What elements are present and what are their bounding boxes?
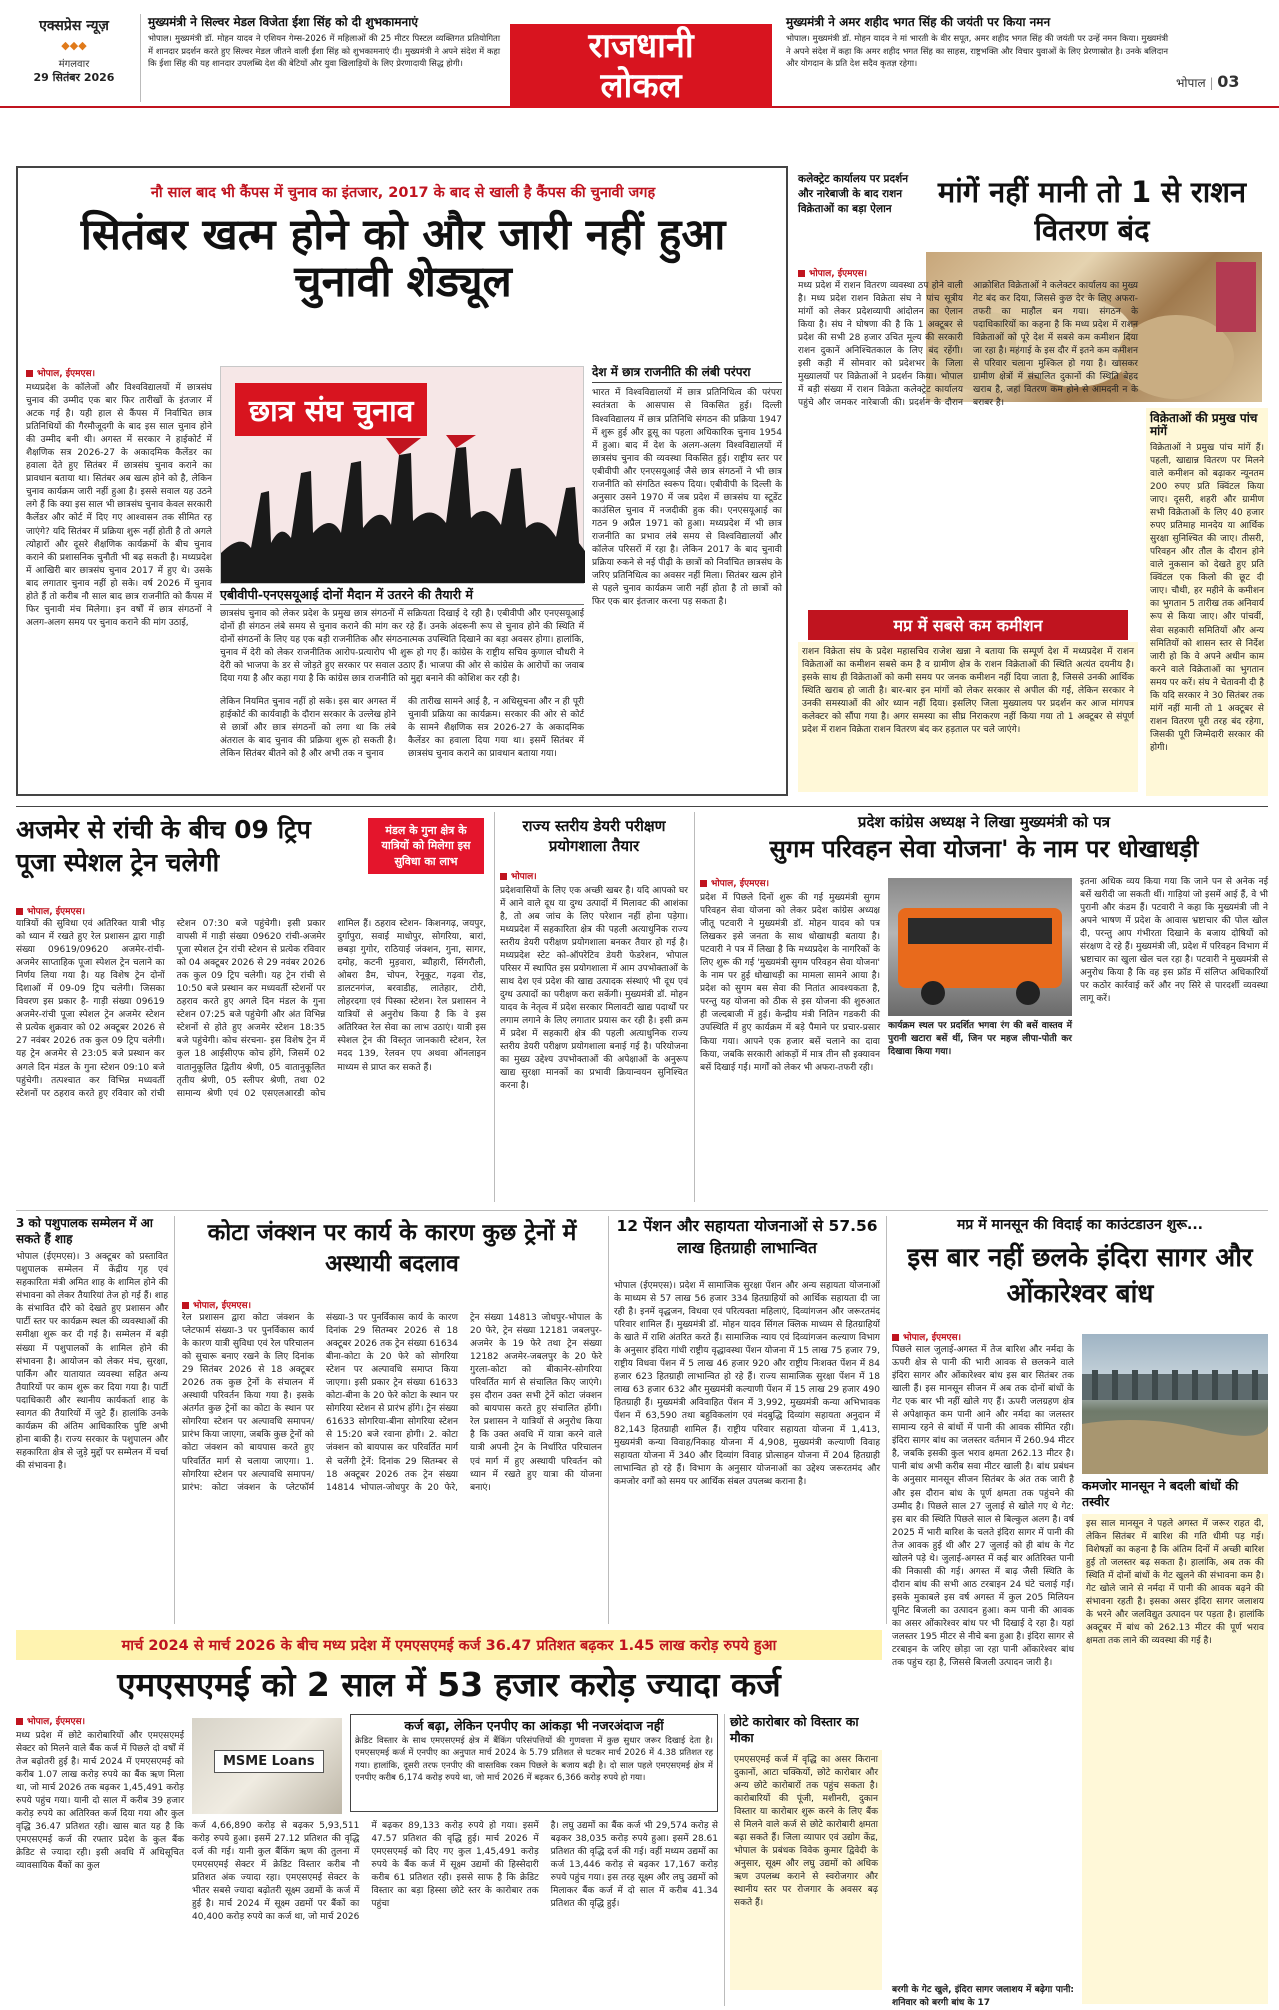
- msme-kicker: मार्च 2024 से मार्च 2026 के बीच मध्य प्रदेश में एमएसएमई कर्ज 36.47 प्रतिशत बढ़कर 1.45 लाख करोड़ रुपये हुआ: [16, 1630, 882, 1660]
- brand-name: एक्सप्रेस न्यूज़: [39, 18, 109, 34]
- monsoon-body-left: पिछले साल जुलाई-अगस्त में तेज बारिश और नर्मदा के ऊपरी क्षेत्र से पानी की भारी आवक से छलकने वाले इंदिरा सागर और ओंकारेश्वर बांध इस बार सितंबर तक खाली हैं। इस मानसून सीजन में अब तक दोनों बांधों के गेट एक बार भी नहीं खोले गए हैं। ऊपरी जलग्रहण क्षेत्र से अपेक्षाकृत कम पानी आने और नर्मदा का जलस्तर सामान्य रहने से बांधों में पानी की आवक सीमित रही। इंदिरा सागर बांध का जलस्तर वर्तमान में 260.94 मीटर है, जबकि इसकी कुल भराव क्षमता 262.13 मीटर है। पानी बांध अभी करीब सवा मीटर खाली है। बांध प्रबंधन के अनुसार मानसून सीजन सितंबर के अंत तक जारी है और इस दौरान बांध के पूर्ण क्षमता तक पहुंचने की उम्मीद है। पिछले साल 27 जुलाई से खोले गए थे गेट: इस बार की स्थिति पिछले साल से बिल्कुल अलग है। वर्ष 2025 में भारी बारिश के चलते इंदिरा सागर में पानी की तेज आवक हुई थी और 27 जुलाई को ही बांध के गेट खोलने पड़े थे। जुलाई-अगस्त में कई बार अतिरिक्त पानी की निकासी की गई। अगस्त में बाढ़ जैसी स्थिति के दौरान बांध की सभी आठ टरबाइन 24 घंटे चलाई गईं। इसके मुकाबले इस वर्ष अगस्त में कुल 205 मिलियन यूनिट बिजली का उत्पादन हुआ। कम पानी की आवक का असर ओंकारेश्वर बांध पर भी दिखाई दे रहा है। यहां जलस्तर 195 मीटर से नीचे बना हुआ है। इंदिरा सागर से टरबाइन के जरिए छोड़ा जा रहा पानी ओंकारेश्वर बांध तक पहुंच रहा है, जिससे बिजली उत्पादन जारी है।: [892, 1345, 1074, 1669]
- bus-photo: [888, 878, 1072, 1016]
- kota-story: [182, 1216, 602, 1624]
- lead-dateline: भोपाल, ईएमएस।: [26, 366, 212, 379]
- brief-left: [148, 16, 500, 102]
- ration-demands-body: विक्रेताओं ने प्रमुख पांच मांगें हैं। पहली, खाद्यान्न वितरण पर मिलने वाले कमीशन को बढ़ाकर न्यूनतम 200 रुपए प्रति क्विंटल किया जाए। दूसरी, शहरी और ग्रामीण सभी विक्रेताओं के लिए 40 हजार रुपए प्रतिमाह मानदेय या आर्थिक सुरक्षा सुनिश्चित की जाए। तीसरी, परिवहन और तौल के दौरान होने वाले नुकसान को देखते हुए प्रति क्विंटल एक किलो की छूट दी जाए। चौथी, हर महीने के कमीशन का भुगतान 5 तारीख तक अनिवार्य रूप से किया जाए। और पांचवीं, सेवा सहकारी समितियों और अन्य समितियों को शासन स्तर से निर्देश जारी हो कि वे अपने अधीन काम करने वाले विक्रेताओं का भुगतान समय पर करें। संघ ने चेतावनी दी है कि यदि सरकार ने 30 सितंबर तक मांगें नहीं मानी तो 1 अक्टूबर से राशन वितरण पूरी तरह बंद रहेगा, जिसकी पूरी जिम्मेदारी सरकार की होगी।: [1150, 442, 1264, 753]
- congress-body-right: इतना अधिक व्यय किया गया कि जाने पन से अनेक नई बसें खरीदी जा सकती थीं। गाड़ियां जो इसमें आई हैं, वे भी पुरानी और कंडम हैं। पटवारी ने कहा कि मुख्यमंत्री जी ने अपने भाषण में प्रदेश के आवास भ्रष्टाचार की पोल खोल दी, परन्तु आप गंभीरता दिखाने के बजाय दोषियों को संरक्षण दे रहे हैं। मुख्यमंत्री जी, प्रदेश में परिवहन विभाग में भ्रष्टाचार का खुला खेल चल रहा है। पटवारी ने मुख्यमंत्री से अनुरोध किया है कि वह इस फ्रॉड में संलिप्त अधिकारियों पर कठोर कार्रवाई करें और नए सिरे से पारदर्शी व्यवस्था लागू करें।: [1080, 877, 1268, 1005]
- msme-npa-body: क्रेडिट विस्तार के साथ एमएसएमई क्षेत्र में बैंकिंग परिसंपत्तियों की गुणवत्ता में कुछ सुधार जरूर दिखाई देता है। एमएसएमई कर्ज में एनपीए का अनुपात मार्च 2024 के 5.79 प्रतिशत से घटकर मार्च 2026 में 4.38 प्रतिशत रह गया। हालांकि, दूसरी तरफ एनपीए की वास्तविक रकम पिछले के बजाय बढ़ी है। दो साल पहले एमएसएमई क्षेत्र में एनपीए करीब 6,174 करोड़ रुपये था, जो मार्च 2026 में बढ़कर 6,366 करोड़ रुपये हो गया।: [355, 1736, 713, 1783]
- lead-headline: सितंबर खत्म होने को और जारी नहीं हुआ चुनावी शेड्यूल: [80, 210, 726, 308]
- brand-dots-icon: ◆◆◆: [61, 39, 87, 52]
- ration-body-wrap: [798, 280, 1138, 604]
- section-banner: [510, 24, 772, 108]
- ration-demands-head: विक्रेताओं की प्रमुख पांच मांगें: [1150, 411, 1258, 439]
- masthead: [0, 0, 1279, 108]
- day: मंगलवार: [58, 59, 90, 70]
- page-number: 03: [1217, 72, 1240, 91]
- pension-story: [614, 1216, 880, 1624]
- train-body: यात्रियों की सुविधा एवं अतिरिक्त यात्री भीड़ को ध्यान में रखते हुए रेल प्रशासन द्वारा गाड़ी संख्या 09619/09620 अजमेर-रांची-अजमेर साप्ताहिक पूजा स्पेशल ट्रेन चलाने का निर्णय लिया गया है। यह विशेष ट्रेन दोनों दिशाओं में 09-09 ट्रिप चलेगी। जिसका विवरण इस प्रकार है- गाड़ी संख्या 09619 अजमेर-रांची पूजा स्पेशल ट्रेन अजमेर स्टेशन से प्रत्येक शुक्रवार को 02 अक्टूबर 2026 से 27 नवंबर 2026 तक कुल 09 ट्रिप चलेगी। यह ट्रेन अजमेर से 23:05 बजे प्रस्थान कर अगले दिन मंडल के गुना स्टेशन 09:10 बजे पहुंचेगी। तत्पश्चात कर विभिन्न मध्यवर्ती स्टेशनों पर ठहराव करते हुए रविवार को रांची स्टेशन 07:30 बजे पहुंचेगी। इसी प्रकार वापसी में गाड़ी संख्या 09620 रांची-अजमेर पूजा स्पेशल ट्रेन रांची स्टेशन से प्रत्येक रविवार को 04 अक्टूबर 2026 से 29 नवंबर 2026 तक कुल 09 ट्रिप चलेगी। यह ट्रेन रांची से 10:50 बजे प्रस्थान कर मध्यवर्ती स्टेशनों पर ठहराव करते हुए अगले दिन मंडल के गुना स्टेशन 07:25 बजे पहुंचेगी और अंत विभिन्न स्टेशनों से होते हुए अजमेर स्टेशन 18:35 बजे पहुंचेगी। कोच संरचना- इस विशेष ट्रेन में कुल 18 आईसीएफ कोच होंगे, जिसमें 02 वातानुकूलित द्वितीय श्रेणी, 05 वातानुकूलित तृतीय श्रेणी, 05 स्लीपर श्रेणी, तथा 02 सामान्य श्रेणी एवं 02 एसएलआरडी कोच शामिल हैं। ठहराव स्टेशन- किशनगढ़, जयपुर, दुर्गापुरा, सवाई माधोपुर, सोगरिया, बारां, छबड़ा गुगोर, राठियाई जंक्शन, गुना, सागर, दमोह, कटनी मुड़वारा, ब्यौहारी, सिंगरौली, ओबरा डैम, चोपन, रेनूकूट, गढ़वा रोड, डालटनगंज, बरवाडीह, लातेहार, टोरी, लोहरदगा एवं पिस्का स्टेशन। रेल प्रशासन ने यात्रियों से अनुरोध किया है कि वे इस अतिरिक्त रेल सेवा का लाभ उठाएं। यात्री इस स्पेशल ट्रेन की विस्तृत जानकारी स्टेशन, रेल मदद 139, रेलवन एप अथवा ऑनलाइन माध्यम से प्राप्त कर सकते हैं।: [16, 919, 486, 1099]
- msme-body-mid-wrap: [192, 1820, 718, 2006]
- ration-headline: मांगें नहीं मानी तो 1 से राशन वितरण बंद: [937, 175, 1247, 247]
- monsoon-caption-body: इस साल मानसून ने पहले अगस्त में जरूर राहत दी, लेकिन सितंबर में बारिश की गति धीमी पड़ गई। विशेषज्ञों का कहना है कि अंतिम दिनों में अच्छी बारिश हुई तो जलस्तर बढ़ सकता है। हालांकि, अब तक की स्थिति में दोनों बांधों के गेट खुलने की संभावना कम है। गेट खोले जाने से नर्मदा में पानी की आवक बढ़ने की संभावना रहती है। इसका असर इंदिरा सागर जलाशय के भरने और जलविद्युत उत्पादन पर पड़ता है। हालांकि अक्टूबर में बांध को 262.13 मीटर की पूर्ण भराव क्षमता तक लाने की व्यवस्था की गई है।: [1082, 1514, 1268, 2004]
- lead-caption-body: छात्रसंघ चुनाव को लेकर प्रदेश के प्रमुख छात्र संगठनों में सक्रियता दिखाई दे रही है। एबीवीपी और एनएसयूआई दोनों ही संगठन लंबे समय से चुनाव कराने की मांग कर रहे हैं। उनके अंदरूनी रूप से चुनाव होने की स्थिति में दोनों संगठनों के लिए यह एक बड़ी राजनीतिक और संगठनात्मक उपस्थिति दिखाने का बड़ा अवसर होगा। हालांकि, चुनाव में देरी को लेकर राजनीतिक आरोप-प्रत्यारोप भी शुरू हो गए हैं। कांग्रेस के राष्ट्रीय सचिव कुणाल चौधरी ने देरी को भाजपा के डर से जोड़ते हुए सरकार पर सवाल उठाए हैं। भाजपा की ओर से कांग्रेस के आरोपों का जवाब दिया गया है और कहा गया है कि कांग्रेस छात्र राजनीति को मुद्दा बनाने की कोशिश कर रही है।: [220, 609, 584, 685]
- msme-sidebar-head: छोटे कारोबार को विस्तार का मौका: [730, 1714, 859, 1746]
- train-headline: अजमेर से रांची के बीच 09 ट्रिप पूजा स्पेशल ट्रेन चलेगी: [16, 815, 311, 877]
- congress-headline: सुगम परिवहन सेवा योजना' के नाम पर धोखाधड़ी: [769, 835, 1199, 863]
- ration-body: मध्य प्रदेश में राशन वितरण व्यवस्था ठप होने वाली है। मध्य प्रदेश राशन विक्रेता संघ ने पांच सूत्रीय मांगों को लेकर प्रदेशव्यापी आंदोलन का ऐलान किया है। संघ ने घोषणा की है कि 1 अक्टूबर से प्रदेश की सभी 28 हजार उचित मूल्य की सरकारी राशन दुकानें अनिश्चितकाल के लिए बंद रहेंगी। इसी कड़ी में सोमवार को प्रदेशभर के जिला मुख्यालयों पर विक्रेताओं ने प्रदर्शन किया। भोपाल में बड़ी संख्या में राशन विक्रेता कलेक्ट्रेट कार्यालय पहुंचे और जमकर नारेबाजी की। प्रदर्शन के दौरान आक्रोशित विक्रेताओं ने कलेक्टर कार्यालय का मुख्य गेट बंद कर दिया, जिससे कुछ देर के लिए अफरा-तफरी का माहौल बन गया। संगठन के पदाधिकारियों का कहना है कि मध्य प्रदेश में राशन विक्रेताओं को पूरे देश में सबसे कम कमीशन दिया जा रहा है। महंगाई के इस दौर में इतने कम कमीशन से परिवार चलाना मुश्किल हो गया है। खासकर ग्रामीण क्षेत्रों में संचालित दुकानों की स्थिति बेहद खराब है, जहां वितरण कम होने से आमदनी न के बराबर है।: [798, 281, 1138, 409]
- brief-left-body: भोपाल। मुख्यमंत्री डॉ. मोहन यादव ने एशियन गेम्स-2026 में महिलाओं की 25 मीटर पिस्टल व्यक्तिगत प्रतियोगिता में शानदार प्रदर्शन करते हुए सिल्वर मेडल जीतने वाली ईशा सिंह को शुभकामनाएं दी। मुख्यमंत्री ने अपने संदेश में कहा कि ईशा सिंह की यह शानदार उपलब्धि देश की बेटियों और युवा खिलाड़ियों के लिए प्रेरणादायी सिद्ध होगी।: [148, 33, 500, 68]
- lead-kicker: नौ साल बाद भी कैंपस में चुनाव का इंतजार, 2017 के बाद से खाली है कैंपस की चुनावी जगह: [150, 185, 656, 201]
- kota-headline: कोटा जंक्शन पर कार्य के कारण कुछ ट्रेनों में अस्थायी बदलाव: [207, 1220, 577, 1278]
- msme-headline: एमएसएमई को 2 साल में 53 हजार करोड़ ज्यादा कर्ज: [117, 1665, 781, 1704]
- msme-body-mid: कर्ज 4,66,890 करोड़ से बढ़कर 5,93,511 करोड़ रुपये हुआ। इसमें 27.12 प्रतिशत की वृद्धि दर्ज की गई। यानी कुल बैंकिंग ऋण की तुलना में एमएसएमई सेक्टर में क्रेडिट विस्तार करीब नौ प्रतिशत अंक ज्यादा रहा। एमएसएमई सेक्टर के भीतर सबसे ज्यादा बढ़ोतरी सूक्ष्म उद्यमों के कर्ज में हुई है। मार्च 2024 में सूक्ष्म उद्यमों पर बैंकों का 40,400 करोड़ रुपये का कर्ज था, जो मार्च 2026 में बढ़कर 89,133 करोड़ रुपये हो गया। इसमें 47.57 प्रतिशत की वृद्धि हुई। मार्च 2026 में एमएसएमई को दिए गए कुल 1,45,491 करोड़ रुपये के बैंक कर्ज में सूक्ष्म उद्यमों की हिस्सेदारी करीब 61 प्रतिशत रही। इससे साफ है कि क्रेडिट विस्तार का बड़ा हिस्सा छोटे स्तर के कारोबार तक पहुंचा: [192, 1821, 539, 1923]
- pension-headline: 12 पेंशन और सहायता योजनाओं से 57.56 लाख हितग्राही लाभान्वित: [616, 1217, 878, 1257]
- lead-sidebar-head: देश में छात्र राजनीति की लंबी परंपरा: [592, 366, 782, 383]
- bus-caption: कार्यक्रम स्थल पर प्रदर्शित भगवा रंग की बसें वास्तव में पुरानी खटारा बसें थीं, जिन पर महज लीपा-पोती कर दिखावा किया गया।: [888, 1021, 1072, 1058]
- dairy-body: प्रदेशवासियों के लिए एक अच्छी खबर है। यदि आपको घर में आने वाले दूध या दुग्ध उत्पादों में मिलावट की आशंका है, तो अब जांच के लिए परेशान नहीं होना पड़ेगा। मध्यप्रदेश में सहकारिता क्षेत्र की पहली अत्याधुनिक राज्य स्तरीय डेयरी परीक्षण प्रयोगशाला बनकर तैयार हो गई है। मध्यप्रदेश स्टेट को-ऑपरेटिव डेयरी फेडरेशन, भोपाल परिसर में स्थापित इस प्रयोगशाला में आम उपभोक्ताओं के साथ देश एवं प्रदेश की खाद्य उत्पादक संस्थाएं भी दूध एवं दुग्ध उत्पादों का परीक्षण करा सकेंगी। मुख्यमंत्री डॉ. मोहन यादव के नेतृत्व में प्रदेश सरकार मिलावटी खाद्य पदार्थों पर लगाम लगाने के लिए लगातार प्रयास कर रही है। इसी क्रम में प्रदेश में सहकारी क्षेत्र की पहली अत्याधुनिक राज्य स्तरीय डेयरी परीक्षण प्रयोगशाला बनाई गई है। परियोजना का मुख्य उद्देश्य उपभोक्ताओं की अपेक्षाओं के अनुरूप खाद्य सुरक्षा मानकों का प्रभावी क्रियान्वयन सुनिश्चित करना है।: [500, 885, 688, 1092]
- monsoon-headline: इस बार नहीं छलके इंदिरा सागर और ओंकारेश्वर बांध: [907, 1242, 1253, 1310]
- train-body-wrap: [16, 918, 486, 1198]
- msme-body-left: मध्य प्रदेश में छोटे कारोबारियों और एमएसएमई सेक्टर को मिलने वाले बैंक कर्ज में पिछले दो वर्षों में तेज बढ़ोतरी हुई है। मार्च 2024 में एमएसएमई को करीब 1.07 लाख करोड़ रुपये का बैंक ऋण मिला था, जो मार्च 2026 तक बढ़कर 1,45,491 करोड़ रुपये पहुंच गया। यानी दो साल में करीब 39 हजार करोड़ रुपये का अतिरिक्त कर्ज दिया गया और कुल वृद्धि 36.47 प्रतिशत रही। खास बात यह है कि एमएसएमई कर्ज की रफ्तार प्रदेश के कुल बैंक क्रेडिट से ज्यादा रही। इसी अवधि में अधिसूचित व्यावसायिक बैंकों का कुल: [16, 1731, 184, 1872]
- msme-story: [16, 1714, 882, 2006]
- lead-body-bottom-1: लेकिन नियमित चुनाव नहीं हो सके। इस बार अगस्त में हाईकोर्ट की कार्यवाही के दौरान सरकार के उल्लेख होने से छात्रों और छात्र संगठनों को लगा था कि लंबे अंतराल के बाद चुनाव की प्रक्रिया शुरू हो सकती है। लेकिन सितंबर बीतने को है और अभी तक न चुनाव: [220, 697, 396, 760]
- msme-sidebar-body: एमएसएमई कर्ज में वृद्धि का असर किराना दुकानों, आटा चक्कियों, छोटे कारोबार और अन्य छोटे कारोबारों तक पहुंच सकता है। कारोबारियों की पूंजी, मशीनरी, दुकान विस्तार या कारोबार शुरू करने के लिए बैंक से मिलने वाले कर्ज से छोटे कारोबारी क्षमता बढ़ा सकते हैं। जिला व्यापार एवं उद्योग केंद्र, भोपाल के प्रबंधक विवेक कुमार द्विवेदी के अनुसार, सूक्ष्म और लघु उद्यमों को अधिक ऋण उपलब्ध कराने से स्वरोजगार और स्थानीय स्तर पर रोजगार के अवसर बढ़ सकते हैं।: [730, 1750, 882, 1990]
- dairy-headline: राज्य स्तरीय डेयरी परीक्षण प्रयोगशाला तैयार: [522, 817, 666, 856]
- lead-story: [16, 166, 788, 796]
- train-badge: मंडल के गुना क्षेत्र के यात्रियों को मिलेगा इस सुविधा का लाभ: [368, 818, 484, 874]
- lead-sidebar: [592, 366, 782, 799]
- kota-body: रेल प्रशासन द्वारा कोटा जंक्शन के प्लेटफार्म संख्या-3 पर पुनर्विकास कार्य के कारण यात्री सुविधा एवं रेल परिचालन को सुचारू बनाए रखने के लिए दिनांक 29 सितंबर 2026 से 18 अक्टूबर 2026 तक कुछ ट्रेनों के संचालन में अस्थायी परिवर्तन किया गया है। इसके अंतर्गत कुछ ट्रेनों का कोटा के स्थान पर सोगरिया स्टेशन पर अल्पावधि समापन/प्रारंभ किया जाएगा, जबकि कुछ ट्रेनों को कोटा जंक्शन को बायपास करते हुए परिवर्तित मार्ग से चलाया जाएगा। 1. सोगरिया स्टेशन पर अल्पावधि समापन/प्रारंभ: कोटा जंक्शन के प्लेटफॉर्म संख्या-3 पर पुनर्विकास कार्य के कारण दिनांक 29 सितम्बर 2026 से 18 अक्टूबर 2026 तक ट्रेन संख्या 61634 बीना-कोटा के 20 फेरे को सोगरिया स्टेशन पर अल्पावधि समाप्त किया जाएगा। इसी प्रकार ट्रेन संख्या 61633 कोटा-बीना के 20 फेरे कोटा के स्थान पर सोगरिया स्टेशन से प्रारंभ होंगे। ट्रेन संख्या 61633 सोगरिया-बीना सोगरिया स्टेशन से 15:20 बजे रवाना होगी। 2. कोटा जंक्शन को बायपास कर परिवर्तित मार्ग से चलेंगी ट्रेनें: दिनांक 29 सितम्बर से 18 अक्टूबर 2026 तक ट्रेन संख्या 14814 भोपाल-जोधपुर के 20 फेरे, ट्रेन संख्या 14813 जोधपुर-भोपाल के 20 फेरे, ट्रेन संख्या 12181 जबलपुर-अजमेर के 19 फेरे तथा ट्रेन संख्या 12182 अजमेर-जबलपुर के 20 फेरे गुरला-कोटा को बीकानेर-सोगरिया परिवर्तित मार्ग से संचालित किए जाएंगे। इस दौरान उक्त सभी ट्रेनें कोटा जंक्शन को बायपास करते हुए संचालित होंगी। रेल प्रशासन ने यात्रियों से अनुरोध किया है कि उक्त अवधि में यात्रा करने वाले यात्री अपनी ट्रेन के निर्धारित परिचालन एवं मार्ग में हुए अस्थायी परिवर्तन को ध्यान में रखते हुए यात्रा की योजना बनाएं।: [182, 1313, 602, 1493]
- dam-photo: [1082, 1334, 1268, 1474]
- lead-caption: [220, 588, 584, 704]
- ration-subhead: मप्र में सबसे कम कमीशन: [808, 610, 1128, 640]
- shah-headline: 3 को पशुपालक सम्मेलन में आ सकते हैं शाह: [16, 1216, 153, 1246]
- monsoon-caption-head: कमजोर मानसून ने बदली बांधों की तस्वीर: [1082, 1478, 1239, 1510]
- congress-dateline: भोपाल, ईएमएस।: [700, 876, 880, 889]
- monsoon-caption: [1082, 1478, 1268, 2004]
- shah-story: [16, 1216, 168, 1624]
- lead-body-left: मध्यप्रदेश के कॉलेजों और विश्वविद्यालयों में छात्रसंघ चुनाव की उम्मीद एक बार फिर तारीखों के इंतजार में अटक गई है। यही हाल से कैंपस में निर्वाचित छात्र प्रतिनिधियों की गैरमौजूदगी के बाद इस साल चुनाव होने की उम्मीद बनी थी। अगस्त में सरकार ने हाईकोर्ट में शैक्षणिक सत्र 2026-27 के अकादमिक कैलेंडर का हवाला देते हुए सितंबर में छात्रसंघ चुनाव कराने का प्रावधान बताया था। सितंबर अब खत्म होने को है, लेकिन चुनाव कार्यक्रम जारी नहीं हुआ है। इससे सवाल यह उठने लगे हैं कि क्या इस साल भी छात्रसंघ चुनाव केवल सरकारी कैलेंडर और कोर्ट में दिए गए आश्वासन तक सीमित रह जाएंगे? यदि सितंबर में प्रक्रिया शुरू नहीं होती है तो अगले त्योहारों और दूसरे शैक्षणिक कार्यक्रमों के बीच चुनाव कराने की प्रशासनिक चुनौती भी बढ़ सकती है। मध्यप्रदेश में आखिरी बार छात्रसंघ चुनाव 2017 में हुए थे। उसके बाद लगातार चुनाव नहीं हो सके। वर्ष 2026 में चुनाव होते हैं तो करीब नौ साल बाद छात्र राजनीति को कैंपस में फिर चुनावी मंच मिलेगा। इन वर्षों में छात्र संगठनों ने अलग-अलग समय पर चुनाव कराने की मांग उठाई,: [26, 383, 212, 628]
- brand-box: [14, 16, 134, 104]
- brief-right-head: मुख्यमंत्री ने अमर शहीद भगत सिंह की जयंती पर किया नमन: [786, 15, 1051, 29]
- dairy-story: [500, 812, 688, 1202]
- lead-body-bottom-2: की तारीख सामने आई है, न अधिसूचना और न ही पूरी चुनावी प्रक्रिया का कार्यक्रम। सरकार की ओर से कोर्ट के सामने शैक्षणिक सत्र 2026-27 के अकादमिक कैलेंडर का हवाला दिया गया था। इसमें सितंबर में छात्रसंघ चुनाव कराने का प्रावधान बताया गया।: [408, 697, 584, 760]
- monsoon-story: [892, 1216, 1268, 2008]
- msme-npa-head: कर्ज बढ़ा, लेकिन एनपीए का आंकड़ा भी नजरअंदाज नहीं: [404, 1718, 664, 1733]
- lead-body-bottom: [220, 696, 584, 792]
- ration-kicker: कलेक्ट्रेट कार्यालय पर प्रदर्शन और नारेबाजी के बाद राशन विक्रेताओं का बड़ा ऐलान: [798, 173, 909, 216]
- brief-left-head: मुख्यमंत्री ने सिल्वर मेडल विजेता ईशा सिंह को दी शुभकामनाएं: [148, 15, 418, 29]
- dairy-dateline: भोपाल।: [500, 869, 688, 882]
- ration-dateline: भोपाल, ईएमएस।: [798, 266, 938, 279]
- kota-dateline: भोपाल, ईएमएस।: [182, 1298, 602, 1311]
- monsoon-kicker: मप्र में मानसून की विदाई का काउंटडाउन शुरू...: [957, 1217, 1203, 1233]
- msme-sidebar: [730, 1714, 882, 1990]
- train-dateline: भोपाल, ईएमएस।: [16, 904, 486, 917]
- msme-npa-box: [350, 1714, 718, 1812]
- graphic-title: छात्र संघ चुनाव: [235, 383, 427, 436]
- protest-crowd-silhouette: [221, 433, 585, 583]
- kota-body-wrap: [182, 1312, 602, 1620]
- congress-kicker: प्रदेश कांग्रेस अध्यक्ष ने लिखा मुख्यमंत्री को पत्र: [857, 813, 1111, 831]
- train-story: [16, 812, 486, 1202]
- student-election-graphic: [220, 366, 584, 584]
- congress-story: [700, 812, 1268, 1202]
- page-marker: भोपाल | 03: [1176, 72, 1240, 91]
- section-title-1: राजधानी: [588, 26, 694, 66]
- ration-body2: राशन विक्रेता संघ के प्रदेश महासचिव राजेश खन्ना ने बताया कि सम्पूर्ण देश में मध्यप्रदेश में राशन विक्रेताओं का कमीशन सबसे कम है व ग्रामीण क्षेत्र के राशन विक्रेताओं की स्थिति अत्यंत दयनीय है। इसके साथ ही विक्रेताओं को कमी समय पर जनक कमीशन नहीं दिया जाता है, जिससे उनकी आर्थिक स्थिति खराब हो जाती है। बार-बार इन मांगों को लेकर सरकार से अपील की गई, लेकिन सरकार ने उनकी समस्याओं की ओर ध्यान नहीं दिया। इसलिए जिला मुख्यालय पर प्रदर्शन कर आज मांगपत्र कलेक्टर को सौंपा गया है। अगर समस्या का सीघ्र निराकरण नहीं किया गया तो 1 अक्टूबर से संपूर्ण प्रदेश में राशन विक्रेता राशन वितरण बंद कर हड़ताल पर चले जाएंगे।: [798, 642, 1138, 792]
- section-title-2: लोकल: [600, 66, 682, 106]
- pension-body-wrap: [614, 1280, 880, 1620]
- congress-body-left: प्रदेश में पिछले दिनों शुरू की गई मुख्यमंत्री सुगम परिवहन सेवा योजना को लेकर प्रदेश कांग्रेस अध्यक्ष जीतू पटवारी ने मुख्यमंत्री डॉ. मोहन यादव को पत्र लिखकर इसे जनता के साथ धोखाधड़ी बताया है। पटवारी ने पत्र में लिखा है कि मध्यप्रदेश के नागरिकों के लिए शुरू की गई 'मुख्यमंत्री सुगम परिवहन सेवा योजना' के नाम पर हुई धोखाधड़ी का मामला सामने आया है। प्रदेश को सुगम बस सेवा की नितांत आवश्यकता है, परन्तु यह योजना को ठीक से इस योजना की शुरुआत ही जल्दबाजी में हुई। केन्द्रीय मंत्री नितिन गडकरी की उपस्थिति में हुए कार्यक्रम में बड़े पैमाने पर प्रचार-प्रसार किया गया। आपने एक हजार बसें चलाने का दावा किया, जबकि सरकारी आंकड़ों में मात्र तीन सौ इक्यावन बसें दिखाई गईं। मार्गों को लेकर भी अफरा-तफरी रही।: [700, 893, 880, 1073]
- msme-dateline: भोपाल, ईएमएस।: [16, 1714, 184, 1727]
- ration-story: [798, 166, 1268, 796]
- brief-right-body: भोपाल। मुख्यमंत्री डॉ. मोहन यादव ने मां भारती के वीर सपूत, अमर शहीद भगत सिंह की जयंती पर उन्हें नमन किया। मुख्यमंत्री ने अपने संदेश में कहा कि अमर शहीद भगत सिंह का साहस, राष्ट्रभक्ति और विचार युवाओं के लिए प्रेरणास्रोत है। उनके बलिदान और योगदान के प्रति देश सदैव कृतज्ञ रहेगा।: [786, 33, 1168, 68]
- ration-demands: [1146, 408, 1268, 796]
- msme-loans-label: MSME Loans: [214, 1750, 324, 1773]
- lead-caption-head: एबीवीपी-एनएसयूआई दोनों मैदान में उतरने की तैयारी में: [220, 588, 584, 605]
- msme-loans-photo: [192, 1718, 342, 1814]
- pension-body: भोपाल (ईएमएस)। प्रदेश में सामाजिक सुरक्षा पेंशन और अन्य सहायता योजनाओं के माध्यम से 57 लाख 56 हजार 334 हितग्राहियों को आर्थिक सहायता दी जा रही है। इनमें वृद्धजन, विधवा एवं परित्यक्ता महिलाएं, दिव्यांगजन और जरूरतमंद परिवार शामिल हैं। मुख्यमंत्री डॉ. मोहन यादव सिंगल क्लिक माध्यम से हितग्राहियों के खाते में राशि अंतरित करते हैं। सामाजिक न्याय एवं दिव्यांगजन कल्याण विभाग के अनुसार इंदिरा गांधी राष्ट्रीय वृद्धावस्था पेंशन योजना में 15 लाख 75 हजार 79, राष्ट्रीय विधवा पेंशन में 5 लाख 46 हजार 920 और राष्ट्रीय निःशक्त पेंशन में 84 हजार 623 हितग्राही लाभान्वित हो रहे हैं। राज्य सामाजिक सुरक्षा पेंशन में 18 लाख 63 हजार 632 और मुख्यमंत्री कल्याणी पेंशन में 15 लाख 29 हजार 490 हितग्राही हैं। मुख्यमंत्री अविवाहित पेंशन में 3,992, मुख्यमंत्री कन्या अभिभावक पेंशन में 63,590 तथा बहुविकलांग एवं मंदबुद्धि दिव्यांग सहायता अनुदान में 82,143 हितग्राही शामिल हैं। राष्ट्रीय परिवार सहायता योजना में 1,413, मुख्यमंत्री कन्या विवाह/निकाह योजना में 4,908, मुख्यमंत्री कल्याणी विवाह सहायता योजना में 340 और दिव्यांग विवाह प्रोत्साहन योजना में 204 हितग्राही लाभान्वित हो रहे हैं। विभाग के अनुसार योजनाओं का उद्देश्य जरूरतमंद और कमजोर वर्गों को समय पर आर्थिक संबल उपलब्ध कराना है।: [614, 1281, 880, 1487]
- brief-right: [786, 16, 1168, 94]
- lead-sidebar-body: भारत में विश्वविद्यालयों में छात्र प्रतिनिधित्व की परंपरा स्वतंत्रता के आसपास से विकसित हुई। दिल्ली विश्वविद्यालय में छात्र प्रतिनिधि संगठन की प्रक्रिया 1947 में शुरू हुई और डूसू का पहला अधिकारिक चुनाव 1954 में हुआ। बाद में देश के अलग-अलग विश्वविद्यालयों में छात्रसंघ चुनाव की व्यवस्था विकसित हुई। राष्ट्रीय स्तर पर एबीवीपी और एनएसयूआई जैसे छात्र संगठनों ने भी छात्र राजनीति को संगठित स्वरूप दिया। एबीवीपी के दिल्ली के अनुसार उसने 1970 में जब प्रदेश में छात्रसंघ या स्टूडेंट काउंसिल चुनाव में नजदीकी हुक की। एनएसयूआई का गठन 9 अप्रैल 1971 को हुआ। मध्यप्रदेश में भी छात्र राजनीति का प्रभाव लंबे समय से विश्वविद्यालयों और कॉलेज परिसरों में रहा है। लेकिन 2017 के बाद चुनावी प्रक्रिया रुकने से नई पीढ़ी के छात्रों को निर्वाचित छात्रसंघ के जरिए प्रतिनिधित्व का अवसर नहीं मिला। सितंबर खत्म होने से पहले चुनाव कार्यक्रम जारी नहीं होता है तो छात्रों को फिर एक बार इंतजार करना पड़ सकता है।: [592, 388, 783, 608]
- date: 29 सितंबर 2026: [33, 71, 115, 84]
- msme-body-mid2: है। लघु उद्यमों का बैंक कर्ज भी 29,574 करोड़ से बढ़कर 38,035 करोड़ रुपये हुआ। इसमें 28.61 प्रतिशत की वृद्धि दर्ज की गई। वहीं मध्यम उद्यमों का कर्ज 13,446 करोड़ से बढ़कर 17,167 करोड़ रुपये पहुंच गया। इस तरह सूक्ष्म और लघु उद्यमों को मिलाकर बैंक कर्ज में दो साल में करीब 41.34 प्रतिशत की वृद्धि हुई।: [550, 1821, 718, 1910]
- city-label: भोपाल: [1176, 76, 1206, 90]
- monsoon-dateline: भोपाल, ईएमएस।: [892, 1330, 1072, 1343]
- shah-body: भोपाल (ईएमएस)। 3 अक्टूबर को प्रस्तावित पशुपालक सम्मेलन में केंद्रीय गृह एवं सहकारिता मंत्री अमित शाह के शामिल होने की संभावना को लेकर तैयारियां तेज हो गई हैं। शाह के संभावित दौरे को देखते हुए प्रशासन और पार्टी स्तर पर कार्यक्रम स्थल की व्यवस्थाओं की समीक्षा शुरू कर दी गई है। सम्मेलन में बड़ी संख्या में पशुपालकों के शामिल होने की संभावना है। आयोजन को लेकर मंच, सुरक्षा, पार्किंग और यातायात व्यवस्था सहित अन्य तैयारियों पर काम शुरू कर दिया गया है। पार्टी पदाधिकारी और स्थानीय कार्यकर्ता शाह के स्वागत की तैयारियों में जुटे हैं। हालांकि उनके कार्यक्रम की अंतिम आधिकारिक पुष्टि अभी होना बाकी है। राज्य सरकार के पशुपालन और सहकारिता क्षेत्र से जुड़े मुद्दों पर सम्मेलन में चर्चा की संभावना है।: [16, 1252, 168, 1471]
- monsoon-tail: बरगी के गेट खुले, इंदिरा सागर जलाशय में बढ़ेगा पानी: शनिवार को बरगी बांध के 17: [892, 1985, 1074, 2009]
